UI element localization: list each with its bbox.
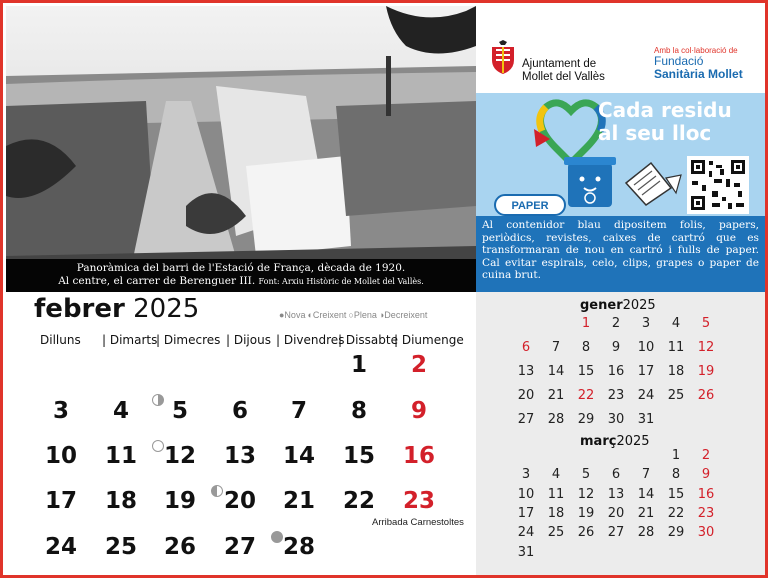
mini-day-cell: 2: [611, 316, 621, 331]
mini-day-cell: 9: [701, 467, 711, 483]
moon-last-quarter-icon: [211, 485, 223, 497]
mini-day-cell: 28: [637, 525, 655, 541]
mini-day-cell: 13: [607, 486, 625, 502]
mini-day-cell: 20: [607, 505, 625, 521]
month-calendar: [6, 292, 476, 575]
month-year: 2025: [133, 294, 200, 324]
mini-day-cell: 8: [581, 340, 591, 355]
mini-day-cell: 5: [581, 467, 591, 483]
day-cell: 8: [350, 398, 367, 424]
mini-day-cell: 23: [607, 388, 625, 403]
mini-day-cell: 19: [697, 364, 715, 379]
day-cell: 14: [282, 443, 315, 469]
day-cell: 18: [104, 488, 137, 514]
blue-bin-icon: [564, 157, 616, 207]
mini-march-month: març: [580, 434, 617, 449]
mini-day-cell: 27: [607, 525, 625, 541]
day-cell: 19: [163, 488, 196, 514]
caption-line-2: [6, 275, 476, 288]
event-carnestoltes: Arribada Carnestoltes: [372, 517, 464, 528]
weekday-label: | Divendres: [276, 333, 345, 347]
day-cell: 26: [163, 534, 196, 560]
mini-day-cell: 7: [551, 340, 561, 355]
mini-calendars: [476, 292, 765, 575]
fundacio-line-1: Fundació: [654, 54, 704, 68]
mini-day-cell: 20: [517, 388, 535, 403]
mini-day-cell: 3: [641, 316, 651, 331]
mini-day-cell: 16: [697, 486, 715, 502]
fundacio-logo: [654, 46, 764, 81]
mini-day-cell: 13: [517, 364, 535, 379]
slogan-line-1: Cada residu: [598, 98, 732, 122]
mini-day-cell: 29: [577, 412, 595, 427]
newspaper-icon: [626, 163, 681, 205]
mini-march-title: [580, 434, 650, 449]
mini-day-cell: 29: [667, 525, 685, 541]
info-panel: [476, 6, 765, 292]
mini-day-cell: 19: [577, 505, 595, 521]
moon-legend: [279, 310, 429, 320]
month-title: [34, 294, 199, 324]
mini-january-year: 2025: [622, 298, 656, 313]
mini-day-cell: 4: [551, 467, 561, 483]
day-cell: 13: [223, 443, 256, 469]
weekday-label: | Diumenge: [394, 333, 464, 347]
mini-day-cell: 12: [697, 340, 715, 355]
mini-day-cell: 9: [611, 340, 621, 355]
mini-day-cell: 25: [547, 525, 565, 541]
day-cell: 25: [104, 534, 137, 560]
mini-day-cell: 2: [701, 448, 711, 463]
photo-image: [6, 6, 476, 292]
mini-day-cell: 26: [577, 525, 595, 541]
weekday-label: | Dissabte: [338, 333, 398, 347]
slogan-line-2: al seu lloc: [598, 121, 712, 145]
mini-day-cell: 16: [607, 364, 625, 379]
day-cell: 1: [350, 352, 367, 378]
moon-first-quarter-icon: [152, 394, 164, 406]
mini-day-cell: 24: [517, 525, 535, 541]
legend-item: ○Plena: [348, 310, 377, 320]
mini-day-cell: 14: [637, 486, 655, 502]
weekday-label: | Dimecres: [156, 333, 221, 347]
day-cell: 21: [282, 488, 315, 514]
day-cell: 24: [44, 534, 77, 560]
caption-street: Al centre, el carrer de Berenguer III.: [58, 275, 256, 287]
day-cell: 9: [410, 398, 427, 424]
moon-new-icon: [271, 531, 283, 543]
mini-day-cell: 11: [547, 486, 565, 502]
mini-day-cell: 22: [577, 388, 595, 403]
weekday-label: | Dimarts: [102, 333, 158, 347]
day-cell: 3: [52, 398, 69, 424]
mini-day-cell: 31: [637, 412, 655, 427]
mini-day-cell: 15: [667, 486, 685, 502]
mini-day-cell: 10: [517, 486, 535, 502]
caption-source: Font: Arxiu Històric de Mollet del Vallès.: [258, 277, 424, 286]
ajuntament-line-1: Ajuntament de: [522, 58, 597, 70]
ajuntament-name: [522, 58, 605, 84]
mini-day-cell: 5: [701, 316, 711, 331]
mini-day-cell: 6: [611, 467, 621, 483]
mini-day-cell: 15: [577, 364, 595, 379]
day-cell: 23: [402, 488, 435, 514]
mini-day-cell: 21: [637, 505, 655, 521]
mini-day-cell: 4: [671, 316, 681, 331]
photo-caption: [6, 259, 476, 292]
mini-day-cell: 12: [577, 486, 595, 502]
mini-day-cell: 25: [667, 388, 685, 403]
recycle-heart-icon: [534, 103, 602, 163]
qr-code-icon: [687, 156, 749, 214]
mini-day-cell: 7: [641, 467, 651, 483]
day-cell: 12: [163, 443, 196, 469]
day-cell: 4: [112, 398, 129, 424]
mini-day-cell: 18: [667, 364, 685, 379]
recycling-poster: [476, 93, 765, 216]
mini-january-month: gener: [580, 298, 623, 313]
day-cell: 6: [231, 398, 248, 424]
moon-full-icon: [152, 440, 164, 452]
mini-day-cell: 28: [547, 412, 565, 427]
day-cell: 22: [342, 488, 375, 514]
collab-text: Amb la col·laboració de: [654, 46, 738, 55]
mini-day-cell: 17: [517, 505, 535, 521]
mini-day-cell: 3: [521, 467, 531, 483]
poster-slogan: [598, 99, 732, 145]
mini-january-title: [580, 298, 656, 313]
day-cell: 10: [44, 443, 77, 469]
month-name: febrer: [34, 294, 125, 324]
mini-day-cell: 18: [547, 505, 565, 521]
mini-day-cell: 1: [671, 448, 681, 463]
mini-day-cell: 22: [667, 505, 685, 521]
fundacio-line-2: [654, 68, 764, 81]
shield-icon: [490, 40, 516, 74]
legend-item: ●Nova: [279, 310, 306, 320]
day-cell: 27: [223, 534, 256, 560]
mini-day-cell: 1: [581, 316, 591, 331]
fundacio-name: Sanitària Mollet: [654, 67, 743, 81]
historic-photo: [6, 6, 476, 292]
day-cell: 7: [290, 398, 307, 424]
recycling-info-text: Al contenidor blau dipositem folis, papers, periòdics, revistes, caixes de cartró que es transformaran de nou en cartró i fulls de paper. Cal evitar espirals, celo, clips, grapes o paper de cuina brut.: [476, 216, 765, 292]
day-cell: 20: [223, 488, 256, 514]
mini-day-cell: 17: [637, 364, 655, 379]
mini-day-cell: 6: [521, 340, 531, 355]
caption-line-1: Panoràmica del barri de l'Estació de França, dècada de 1920.: [76, 262, 406, 274]
mini-day-cell: 10: [637, 340, 655, 355]
mini-day-cell: 27: [517, 412, 535, 427]
mini-march-year: 2025: [616, 434, 650, 449]
mini-day-cell: 14: [547, 364, 565, 379]
weekday-label: | Dijous: [226, 333, 271, 347]
mini-day-cell: 21: [547, 388, 565, 403]
mini-day-cell: 30: [607, 412, 625, 427]
mini-day-cell: 23: [697, 505, 715, 521]
day-cell: 28: [282, 534, 315, 560]
legend-item: ◑Decreixent: [378, 310, 428, 320]
mini-day-cell: 30: [697, 525, 715, 541]
mini-day-cell: 8: [671, 467, 681, 483]
legend-item: ◐Creixent: [307, 310, 347, 320]
day-cell: 11: [104, 443, 137, 469]
mini-day-cell: 31: [517, 544, 535, 560]
day-cell: 15: [342, 443, 375, 469]
day-cell: 5: [171, 398, 188, 424]
logos-bar: [476, 6, 765, 93]
day-cell: 16: [402, 443, 435, 469]
paper-label: PAPER: [494, 194, 566, 216]
mini-day-cell: 11: [667, 340, 685, 355]
mini-day-cell: 26: [697, 388, 715, 403]
mini-day-cell: 24: [637, 388, 655, 403]
ajuntament-line-2: Mollet del Vallès: [522, 71, 605, 83]
day-cell: 17: [44, 488, 77, 514]
weekday-label: Dilluns: [40, 333, 81, 347]
day-cell: 2: [410, 352, 427, 378]
